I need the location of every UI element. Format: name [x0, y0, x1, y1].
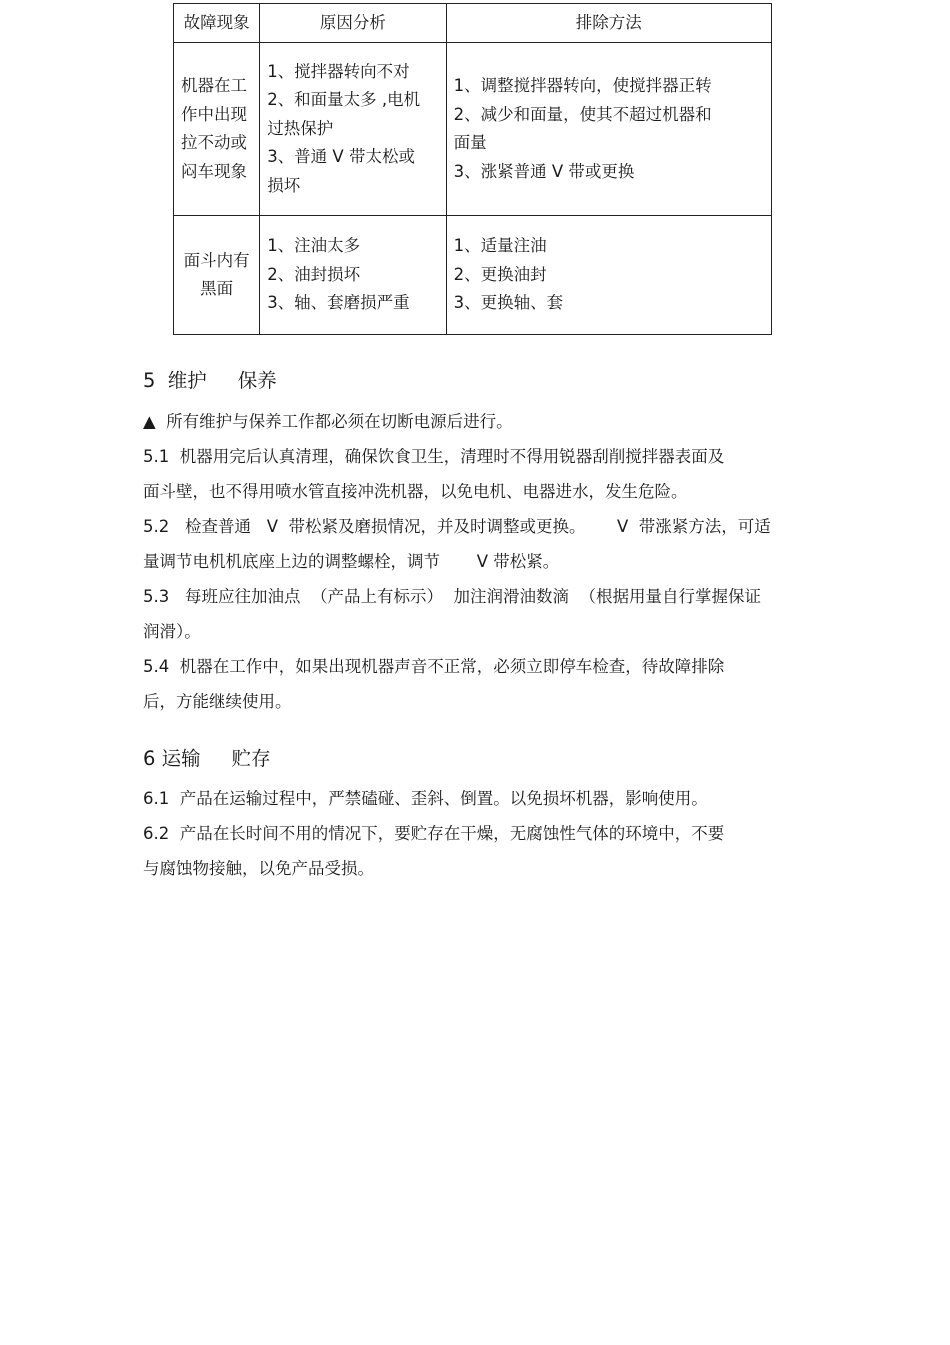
fix-cell	[446, 216, 771, 335]
cause-line: 3、轴、套磨损严重	[267, 293, 410, 313]
table-row	[174, 43, 772, 216]
section-6-paragraph: 与腐蚀物接触，以免产品受损。	[143, 859, 374, 878]
cause-line: 1、注油太多	[267, 236, 361, 256]
cause-line: 3、普通 V 带太松或	[267, 147, 415, 167]
symptom-line: 作中出现	[181, 104, 247, 124]
symptom-line: 机器在工	[181, 76, 247, 95]
cause-line: 1、搅拌器转向不对	[267, 61, 410, 81]
fix-line: 1、调整搅拌器转向，使搅拌器正转	[453, 76, 712, 95]
section-5-paragraph: 5.2 检查普通 V 带松紧及磨损情况，并及时调整或更换。 V 带涨紧方法，可适	[143, 517, 771, 536]
header-fix: 排除方法	[446, 4, 771, 43]
fault-table	[173, 3, 772, 335]
fix-line: 2、减少和面量，使其不超过机器和	[453, 104, 712, 124]
symptom-line: 拉不动或	[181, 133, 247, 152]
fix-line: 面量	[453, 133, 487, 152]
section-5-paragraph: 5.3 每班应往加油点 （产品上有标示） 加注润滑油数滴 （根据用量自行掌握保证	[143, 587, 761, 606]
section-6-paragraph: 6.1 产品在运输过程中，严禁磕碰、歪斜、倒置。以免损坏机器，影响使用。	[143, 789, 708, 808]
cause-line: 过热保护	[267, 118, 334, 138]
section-6-paragraph: 6.2 产品在长时间不用的情况下，要贮存在干燥，无腐蚀性气体的环境中，不要	[143, 824, 725, 843]
fix-line: 2、更换油封	[453, 264, 547, 284]
section-5-paragraph: 面斗壁，也不得用喷水管直接冲洗机器，以免电机、电器进水，发生危险。	[143, 482, 688, 501]
fix-line: 3、涨紧普通 V 带或更换	[453, 161, 635, 181]
cause-cell	[260, 43, 446, 216]
section-5-paragraph: 5.4 机器在工作中，如果出现机器声音不正常，必须立即停车检查，待故障排除	[143, 657, 725, 676]
section-5-title: 5 维护 保养	[143, 369, 277, 392]
section-5-paragraph: ▲ 所有维护与保养工作都必须在切断电源后进行。	[143, 412, 513, 431]
section-5-paragraph: 5.1 机器用完后认真清理，确保饮食卫生，清理时不得用锐器刮削搅拌器表面及	[143, 447, 725, 466]
fix-line: 3、更换轴、套	[453, 293, 564, 313]
section-5-paragraph: 量调节电机机底座上边的调整螺栓，调节 V 带松紧。	[143, 552, 560, 571]
header-symptom: 故障现象	[174, 4, 260, 43]
cause-line: 2、和面量太多 ,电机	[267, 90, 421, 110]
symptom-cell	[174, 43, 260, 216]
section-5-paragraph: 润滑）。	[143, 622, 201, 641]
section-6-title: 6 运输 贮存	[143, 747, 271, 770]
section-5-paragraph: 后，方能继续使用。	[143, 692, 292, 711]
symptom-line: 闷车现象	[181, 161, 247, 181]
symptom-line: 黑面	[200, 279, 234, 298]
cause-line: 2、油封损坏	[267, 264, 361, 284]
header-cause: 原因分析	[260, 4, 446, 43]
table-header-row	[174, 4, 772, 43]
fix-cell	[446, 43, 771, 216]
cause-line: 损坏	[267, 175, 301, 195]
cause-cell	[260, 216, 446, 335]
table-row	[174, 216, 772, 335]
symptom-cell	[174, 216, 260, 335]
fix-line: 1、适量注油	[453, 236, 547, 256]
symptom-line: 面斗内有	[183, 250, 250, 270]
